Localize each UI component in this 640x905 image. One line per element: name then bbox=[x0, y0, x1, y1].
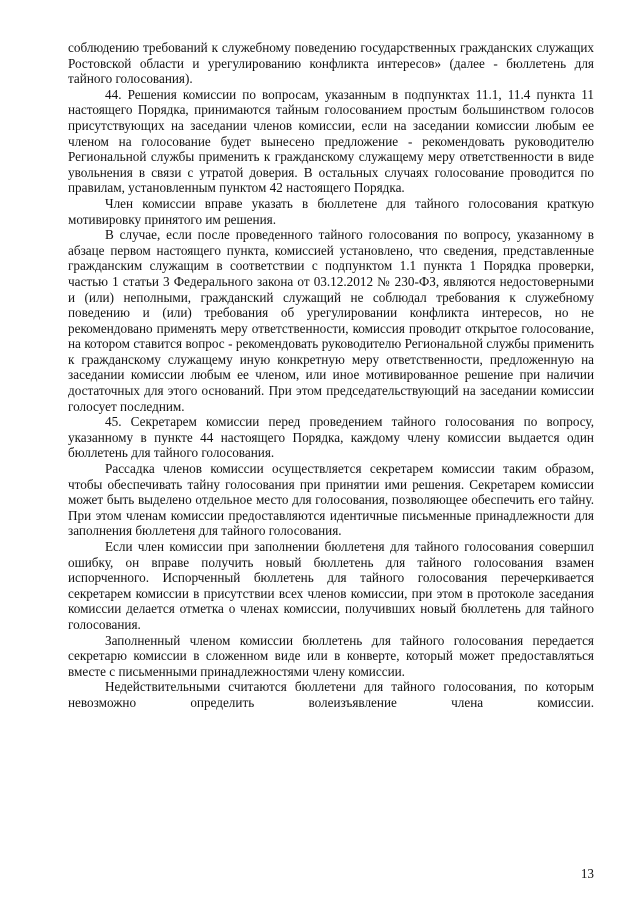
paragraph-invalid-ballots: Недействительными считаются бюллетени для тайного голосования, по которым невозможно определить волеизъявление члена комиссии. bbox=[68, 679, 594, 710]
document-page bbox=[68, 40, 594, 711]
paragraph-spoiled-ballot: Если член комиссии при заполнении бюллетеня для тайного голосования совершил ошибку, он вправе получить новый бюллетень для тайного голосования взамен испорченного. Испорченный бюллетень для тайного голосования перечеркивается секретарем комиссии в присутствии всех членов комиссии, при этом в протоколе заседания комиссии делается отметка о членах комиссии, получивших новый бюллетень для тайного голосования. bbox=[68, 539, 594, 632]
paragraph-filled-ballot: Заполненный членом комиссии бюллетень для тайного голосования передается секретарю комиссии в сложенном виде или в конверте, который может предоставляться вместе с письменными принадлежностями члену комиссии. bbox=[68, 632, 594, 679]
paragraph-ballot-reasoning: Член комиссии вправе указать в бюллетене для тайного голосования краткую мотивировку принятого им решения. bbox=[68, 195, 594, 227]
paragraph-continuation: соблюдению требований к служебному поведению государственных гражданских служащих Ростовской области и урегулированию конфликта интересов» (далее - бюллетень для тайного голосования). bbox=[68, 40, 594, 87]
paragraph-item-45: 45. Секретарем комиссии перед проведением тайного голосования по вопросу, указанному в пункте 44 настоящего Порядка, каждому члену комиссии выдается один бюллетень для тайного голосования. bbox=[68, 414, 594, 461]
paragraph-item-44: 44. Решения комиссии по вопросам, указанным в подпунктах 11.1, 11.4 пункта 11 настоящего Порядка, принимаются тайным голосованием простым большинством голосов присутствующих на заседании членов комиссии, если на заседании комиссии любым ее членом на голосование будет вынесено предложение - рекомендовать руководителю Региональной службы применить к гражданскому служащему меру ответственности в виде увольнения в связи с утратой доверия. В остальных случаях голосование проводится по правилам, установленным пунктом 42 настоящего Порядка. bbox=[68, 86, 594, 196]
paragraph-seating: Рассадка членов комиссии осуществляется секретарем комиссии таким образом, чтобы обеспечивать тайну голосования при принятии ими решения. Секретарем комиссии может быть выделено отдельное место для голосования, позволяющее обеспечить его тайну. При этом членам комиссии предоставляются идентичные письменные принадлежности для заполнения бюллетеня для тайного голосования. bbox=[68, 461, 594, 539]
paragraph-open-vote: В случае, если после проведенного тайного голосования по вопросу, указанному в абзаце первом настоящего пункта, комиссией установлено, что сведения, представленные гражданским служащим в соответствии с подпунктом 1.1 пункта 1 Порядка проверки, частью 1 статьи 3 Федерального закона от 03.12.2012 № 230-ФЗ, являются недостоверными и (или) неполными, гражданский служащий не соблюдал требования к служебному поведению и (или) требования об урегулировании конфликта интересов, но не рекомендовано применять меру ответственности, комиссия проводит открытое голосование, на котором ставится вопрос - рекомендовать руководителю Региональной службы применить к гражданскому служащему иную конкретную меру ответственности, предложенную на заседании комиссии любым ее членом, или иное мотивированное решение при наличии достаточных для этого оснований. При этом председательствующий на заседании комиссии голосует последним. bbox=[68, 227, 594, 414]
page-number: 13 bbox=[580, 866, 594, 881]
